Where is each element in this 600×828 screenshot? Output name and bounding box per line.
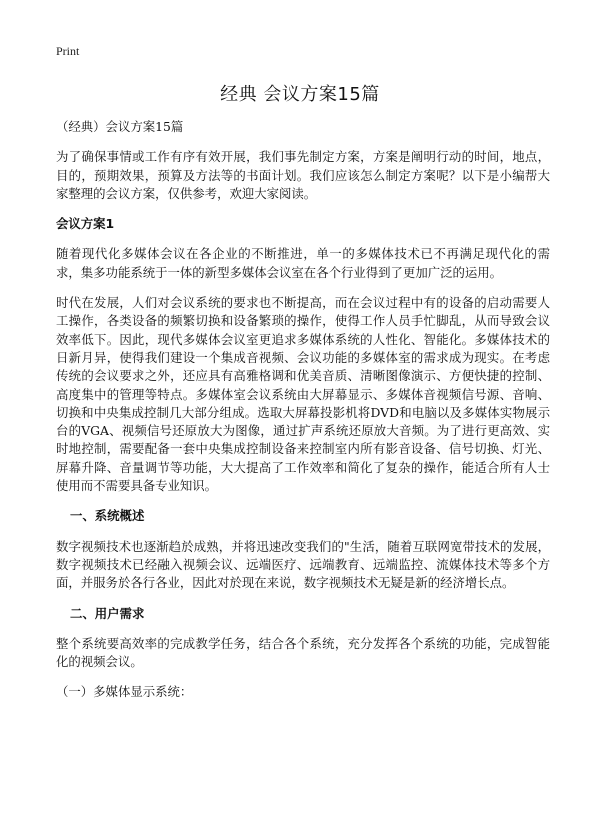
document-subtitle: （经典）会议方案15篇: [56, 119, 184, 134]
page-title: 经典 会议方案15篇: [220, 84, 380, 105]
paragraph-2: 时代在发展，人们对会议系统的要求也不断提高，而在会议过程中有的设备的启动需要人工操作，各类设备的频繁切换和设备繁琐的操作，使得工作人员手忙脚乱，从而导致会议效率低下。因此，现代多媒体会议室更追求多媒体系统的人性化、智能化。多媒体技术的日新月异，使得我们建设一个集成音视频、会议功能的多媒体室的需求成为现实。在考虑传统的会议要求之外，还应具有高雅格调和优美音质、清晰图像演示、方便快捷的控制、高度集中的管理等特点。多媒体室会议系统由大屏幕显示、多媒体音视频信号源、音响、切换和中央集成控制几大部分组成。选取大屏幕投影机将DVD和电脑以及多媒体实物展示台的VGA、视频信号还原放大为图像，通过扩声系统还原放大音频。为了进行更高效、实时地控制，需要配备一套中央集成控制设备来控制室内所有影音设备、信号切换、灯光、屏幕升降、音量调节等功能，大大提高了工作效率和简化了复杂的操作，能适合所有人士使用而不需要具备专业知识。: [56, 295, 550, 494]
paragraph-1: 随着现代化多媒体会议在各企业的不断推进，单一的多媒体技术已不再满足现代化的需求，集多功能系统于一体的新型多媒体会议室在各个行业得到了更加广泛的运用。: [56, 246, 550, 280]
document-body: [56, 118, 550, 714]
section-heading-plan1: 会议方案1: [56, 216, 115, 232]
section-heading-requirements: 二、用户需求: [70, 605, 145, 621]
section-heading-overview: 一、系统概述: [70, 508, 145, 524]
paragraph-4: 整个系统要高效率的完成教学任务，结合各个系统，充分发挥各个系统的功能，完成智能化的视频会议。: [56, 635, 550, 670]
intro-paragraph: 为了确保事情或工作有序有效开展，我们事先制定方案，方案是阐明行动的时间，地点，目的，预期效果，预算及方法等的书面计划。我们应该怎么制定方案呢？以下是小编帮大家整理的会议方案，仅供参考，欢迎大家阅读。: [56, 149, 550, 201]
paragraph-3: 数字视频技术也逐渐趋於成熟，并将迅速改变我们的"生活，随着互联网宽带技术的发展，数字视频技术已经融入视频会议、远端医疗、远端教育、远端监控、流媒体技术等多个方面，并服务於各行各业，因此对於现在来说，数字视频技术无疑是新的经济增长点。: [56, 538, 550, 591]
subsection-heading-display: （一）多媒体显示系统：: [56, 684, 193, 700]
print-link[interactable]: Print: [56, 44, 80, 58]
